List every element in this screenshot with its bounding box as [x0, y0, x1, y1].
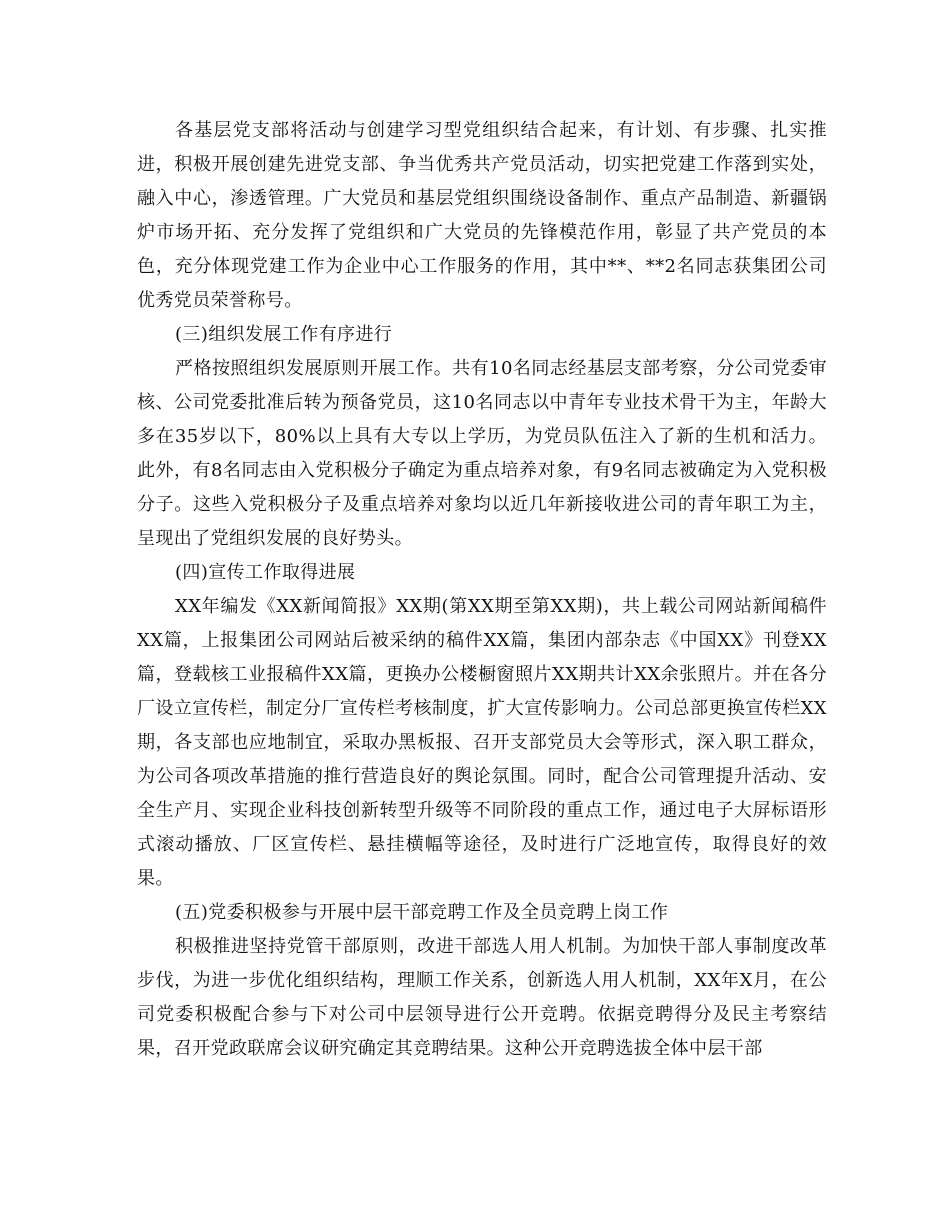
section-heading-cadre-competition: (五)党委积极参与开展中层干部竞聘工作及全员竞聘上岗工作 — [175, 902, 669, 923]
paragraph-party-branch-activities: 各基层党支部将活动与创建学习型党组织结合起来，有计划、有步骤、扎实推进，积极开展创建先进党支部、争当优秀共产党员活动，切实把党建工作落到实处，融入中心，渗透管理。广大党员和基层党组织围绕设备制作、重点产品制造、新疆锅炉市场开拓、充分发挥了党组织和广大党员的先锋模范作用，彰显了共产党员的本色，充分体现党建工作为企业中心工作服务的作用，其中**、**2名同志获集团公司优秀党员荣誉称号。 — [137, 120, 827, 311]
document-body — [137, 114, 827, 1066]
paragraph-cadre-competition: 积极推进坚持党管干部原则，改进干部选人用人机制。为加快干部人事制度改革步伐，为进一步优化组织结构，理顺工作关系，创新选人用人机制，XX年X月，在公司党委积极配合参与下对公司中层领导进行公开竞聘。依据竞聘得分及民主考察结果，召开党政联席会议研究确定其竞聘结果。这种公开竞聘选拔全体中层干部 — [137, 936, 827, 1059]
paragraph-organization-development: 严格按照组织发展原则开展工作。共有10名同志经基层支部考察，分公司党委审核、公司党委批准后转为预备党员，这10名同志以中青年专业技术骨干为主，年龄大多在35岁以下，80%以上具有大专以上学历，为党员队伍注入了新的生机和活力。此外，有8名同志由入党积极分子确定为重点培养对象，有9名同志被确定为入党积极分子。这些入党积极分子及重点培养对象均以近几年新接收进公司的青年职工为主，呈现出了党组织发展的良好势头。 — [137, 358, 827, 549]
section-heading-publicity-work: (四)宣传工作取得进展 — [175, 562, 356, 583]
paragraph-publicity-work: XX年编发《XX新闻简报》XX期(第XX期至第XX期)，共上载公司网站新闻稿件XX篇，上报集团公司网站后被采纳的稿件XX篇，集团内部杂志《中国XX》刊登XX篇，登载核工业报稿件XX篇，更换办公楼橱窗照片XX期共计XX余张照片。并在各分厂设立宣传栏，制定分厂宣传栏考核制度，扩大宣传影响力。公司总部更换宣传栏XX期，各支部也应地制宜，采取办黑板报、召开支部党员大会等形式，深入职工群众，为公司各项改革措施的推行营造良好的舆论氛围。同时，配合公司管理提升活动、安全生产月、实现企业科技创新转型升级等不同阶段的重点工作，通过电子大屏标语形式滚动播放、厂区宣传栏、悬挂横幅等途径，及时进行广泛地宣传，取得良好的效果。 — [137, 596, 827, 889]
section-heading-organization-development: (三)组织发展工作有序进行 — [175, 324, 393, 345]
